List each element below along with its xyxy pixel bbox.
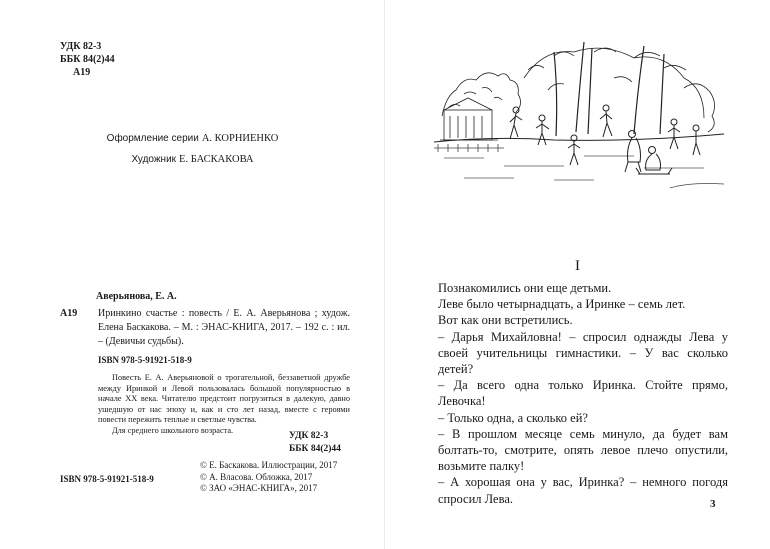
catalog-row xyxy=(60,307,350,349)
credit-illustrator xyxy=(0,149,385,170)
credit-name: Е. БАСКАКОВА xyxy=(179,154,254,165)
catalog-isbn: ISBN 978-5-91921-518-9 xyxy=(98,355,192,365)
catalog-annotation: Повесть Е. А. Аверьяновой о трогательной, беззаветной дружбе между Иринкой и Левой пользовалась большой популярностью в начале ХХ века. Читателю предстоит погрузиться в далекую, давно ушедшую от нас эпоху и, как и сто лет назад, вместе с героями повести пережить теплые и светлые чувства. xyxy=(98,373,350,424)
copyrights xyxy=(200,460,337,495)
skating-illustration xyxy=(434,38,724,190)
paragraph: – В прошлом месяце семь минуло, да будет вам болтать-то, смотрите, опять левое плечо опустили, возьмите палку! xyxy=(438,426,728,474)
catalog-description: Иринкино счастье : повесть / Е. А. Аверьянова ; худож. Елена Баскакова. – М. : ЭНАС-КНИГА, 2017. – 192 с. : ил. – (Девичьи судьбы). xyxy=(98,308,350,347)
credit-series-design xyxy=(0,128,385,149)
page-number: 3 xyxy=(710,498,716,510)
chapter-number: I xyxy=(575,258,580,274)
paragraph: – Только одна, а сколько ей? xyxy=(438,410,588,425)
udk-block-top xyxy=(60,40,115,79)
paragraph: Леве было четырнадцать, а Иринке – семь лет. xyxy=(438,297,686,312)
credit-name: А. КОРНИЕНКО xyxy=(201,133,279,144)
catalog-code: А19 xyxy=(60,308,78,319)
copyright-line: © Е. Баскакова. Иллюстрации, 2017 xyxy=(200,460,338,470)
catalog-author: Аверьянова, Е. А. xyxy=(96,291,177,302)
catalog-age: Для среднего школьного возраста. xyxy=(112,425,234,435)
paragraph: – Дарья Михайловна! – спросил однажды Лева у своей учительницы гимнастики. – У вас сколько детей? xyxy=(438,329,728,377)
paragraph: Вот как они встретились. xyxy=(438,313,573,328)
bbk-code: ББК 84(2)44 xyxy=(289,444,341,454)
credit-label: Художник xyxy=(131,154,177,165)
author-mark: А19 xyxy=(73,67,91,78)
copyright-line: © ЗАО «ЭНАС-КНИГА», 2017 xyxy=(200,483,318,493)
credits xyxy=(0,128,385,170)
isbn-bottom: ISBN 978-5-91921-518-9 xyxy=(60,474,154,484)
credit-label: Оформление серии xyxy=(106,133,199,144)
paragraph: – Да всего одна только Иринка. Стойте прямо, Левочка! xyxy=(438,378,728,409)
catalog-record xyxy=(60,290,350,436)
paragraph: – А хорошая она у вас, Иринка? – немного погодя спросил Лева. xyxy=(438,475,728,506)
copyright-line: © А. Власова. Обложка, 2017 xyxy=(200,471,313,482)
udk-code: УДК 82-3 xyxy=(60,41,102,52)
paragraph: Познакомились они еще детьми. xyxy=(438,281,612,295)
udk-code: УДК 82-3 xyxy=(289,431,329,441)
udk-block-bottom xyxy=(289,430,341,456)
bbk-code: ББК 84(2)44 xyxy=(60,54,115,65)
right-page xyxy=(385,0,770,549)
chapter-text xyxy=(438,280,728,507)
